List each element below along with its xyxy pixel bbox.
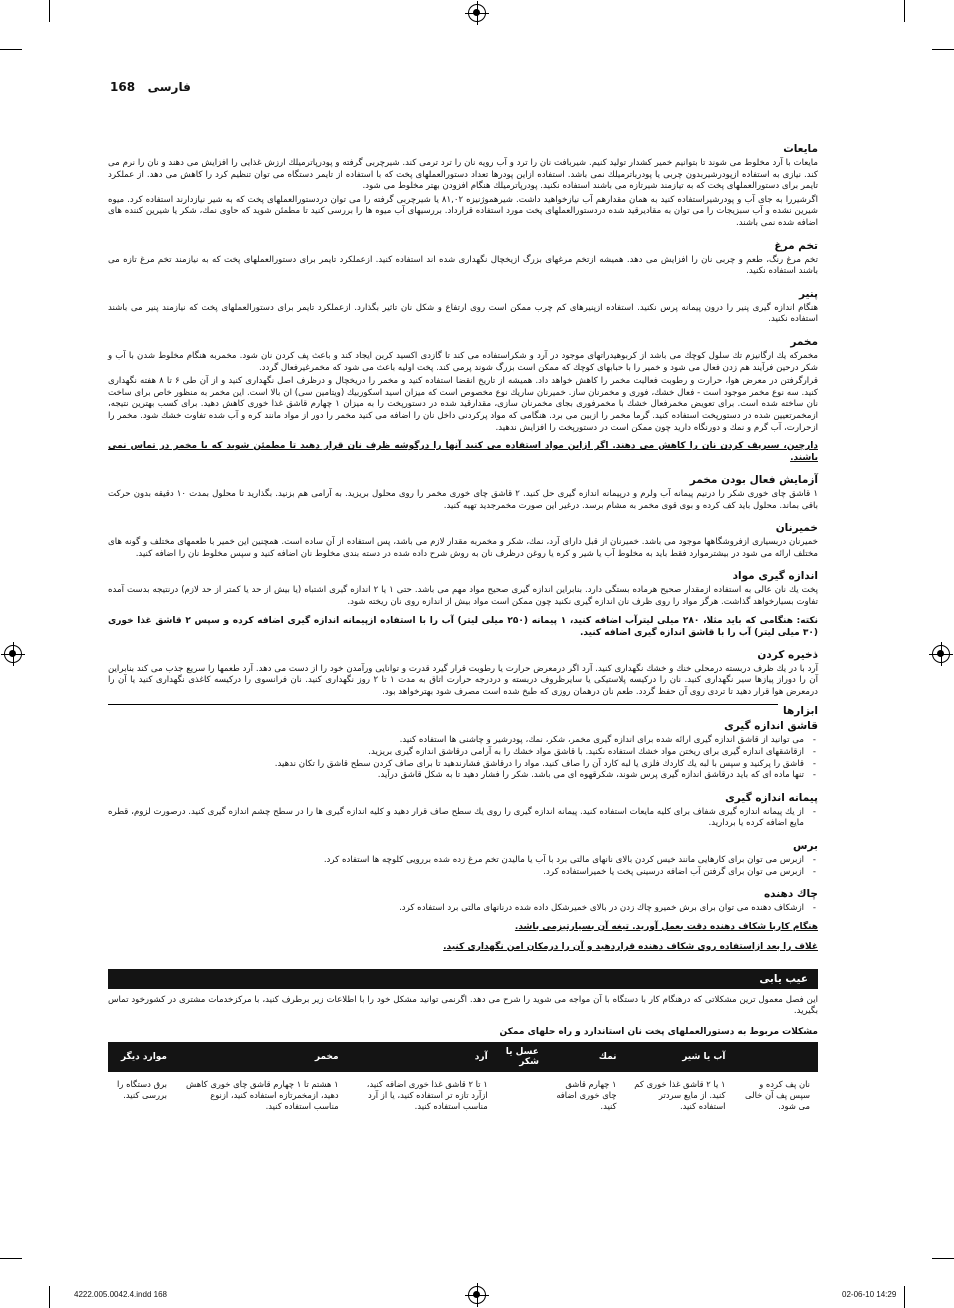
crop-mark: [932, 1258, 954, 1259]
sections-block: [108, 142, 818, 434]
table-body: [108, 1072, 818, 1119]
tool-list-item: - ازشکاف دهنده می توان برای برش خمیرو چاك زدن در بالای خمیرشکل داده شده درنانهای مالتی برد استفاده کرد.: [108, 903, 804, 915]
section-paragraph: مایعات با آرد مخلوط می شوند تا بتوانیم خمیر کشدار تولید کنیم. شیربافت نان را ترد و آب رویه نان را ترد ترمی کند. شیرچربی گرفته و پودرپاترمیلك ارزش غذایی را افزایش می دهند و نان را نرم می کند. نیازی به استفاده ازپودرشیربدون چربی یا پودرباترمیلك نمی باشد. استفاده ازاین پودرها تعداد دستورالعملهای پخت که با استفاده از تایمر دستگاه می توان تنظیم کرد را کاهش می دهد. از عملکرد تایمر برای دستورالعملهای پخت که به تیازمند شیرتازه می باشند استفاده نکنید. پودرپاترمیلك هنگام افزودن بهتر مخلوط می شود.: [108, 158, 818, 192]
section-heading: پنیر: [798, 287, 818, 300]
table-cell: برق دستگاه را بررسی کنید.: [117, 1078, 168, 1100]
crop-mark: [932, 49, 954, 50]
section-paragraph: هنگام اندازه گیری پنیر را درون پیمانه پرس نکنید. استفاده ازپنیرهای کم چرب ممکن است روی ارتفاع و شکل نان تاثیر بگذارد. ازعملکرد تایمر برای دستورالعملهای پخت که نیازمند پنیر می باشند استفاده نکنید.: [108, 302, 818, 325]
section-paragraph: مخمرکه یك ارگانیزم تك سلول کوچك می باشد از کربوهیدراتهای موجود در آرد و شکراستفاده می کند تا گازدی اکسید کربن ایجاد کند و باعث پف کردن نان شود. مخمربه هنگام مخلوط شدن با آب و شکر درحین فرآیند هم زدن فعال می شود و خمیر را با حبابهای کوچك که ممکن است بزرگ شوند پرمی کند. پخت اولیه باعث می شود که مخمرغیرفعال گردد.: [108, 350, 818, 373]
page-number: 168: [110, 80, 136, 94]
tool-list-item: - تنها ماده ای که باید درقاشق اندازه گیری پرس شوند، شکرقهوه ای می باشد. شکر را فشار دهید تا به شکل قاشق درآید.: [108, 770, 804, 782]
measurement-note: نکته: هنگامی که باید مثلا، ۲۸۰ میلی لیترآب اضافه کنید، ۱ پیمانه (۲۵۰ میلی لیتر) آب را با استفاده ازپیمانه اندازه گیری اضافه کرده و سپس ۲ قاشق غذا خوری (۳۰ میلی لیتر) آب را با قاشق اندازه گیری اضافه کنید.: [108, 615, 818, 638]
section-heading: خمیرنان: [775, 522, 818, 535]
footer-file: 4222.005.0042.4.indd 168: [74, 1290, 167, 1299]
table-header-cell: [733, 1042, 818, 1072]
table-row: [108, 1072, 818, 1119]
storage-text: آرد با در یك ظرف دربسته درمحلی خنك و خشك نگهداری کنید. آرد اگر درمعرض حرارت یا رطوبت قرار گیرد قدرت و توانایی ورآمدن خود را از دست می دهد. آرد طعمها را سریع جذب می کند بنابراین آن را دوراز پیازها سیر نگهداری کنید. نان را درکیسه پلاستیکی یا سایرظروف دربسته و دردرجه حرارت اتاق به مدت ۱ تا ۲ روز نگهداری کنید. نان فرانسوی را درکیسه کاغذی نگهداری کنید یا آن را درمعرض هوا قرار دهید تا تردی روی آن حفظ گردد. طعم نان درهمان روزی که طبخ شده است مصرف شود بهترخواهد بود.: [108, 663, 818, 697]
table-header-cell: آرد: [347, 1042, 496, 1072]
tool-heading: قاشق اندازه گیری: [724, 720, 818, 733]
section-heading: تخم مرغ: [774, 239, 818, 252]
table-header-row: [108, 1042, 818, 1072]
section-heading: مخمر: [790, 335, 818, 348]
language-label: فارسی: [147, 80, 191, 94]
section-paragraph: قرارگرفتن در معرض هوا، حرارت و رطوبت فعالیت مخمر را کاهش خواهد داد. همیشه از تاریخ انقضا استفاده کنید و مخمر را دریخچال و درظرف اصل نگهداری کنید و از آن طی ۶ تا ۸ هفته نگهداری کنید. سه نوع مخمر موجود است - فعال خشك، فوری و مخمرنان ساز. خمیرنان ساریك نوع مخصوص است که میزان اسید اسکوربیك (ویتامین سی) ان بالا است. این مخمر به منظور خاص برای ساخت نان ساخته شده است. برای تعویض مخمرفعال خشك با مخمرفوری بجای مخمرنان سازی، مقدارقید شده در دستورپخت را به میزان ۱ چهارم قاشق غذا خوری کاهش دهید. برای کسب بهترین نتیجه، ازمخمرتعیین شده در دستورپخت استفاده کنید. گرما مخمر را ازبین می برد. هنگامی که مواد پرکردنی داخل نان را اضافه می کنید مخمر را دور از مواد مانند کره و آب شده تفاوت خشك شود. مخمر را ازحرارت، آب گرم و نمك و دورنگاه دارید چون ممکن است در دستورپخت را افزایش ندهید.: [108, 376, 818, 433]
tool-heading: چاك دهنده: [763, 888, 818, 901]
tool-list-item: - از یك پیمانه اندازه گیری شفاف برای کلیه مایعات استفاده کنید. پیمانه اندازه گیری را روی یك سطح صاف قرار دهید و کلیه اندازه گیری ها را در سطح چشم اندازه گیری کنید. درصورت لزوم، قطره مایع اضافه کرده یا بردارید.: [108, 807, 804, 830]
table-header-cell: مخمر: [175, 1042, 347, 1072]
tool-list-item: - ازقاشقهای اندازه گیری برای ریختن مواد خشك استفاده نکنید. با قاشق مواد خشك را به آرامی درقاشق اندازه گیری بریزید.: [108, 747, 804, 759]
tool-list-item: - می توانید از قاشق اندازه گیری ارائه شده برای اندازه گیری مخمر، شکر، نمك، پودرشیر و چاشنی ها استفاده کنید.: [108, 735, 804, 747]
table-cell: ۱ چهارم قاشق چای خوری اضافه کنید.: [556, 1078, 617, 1111]
tools-block: [108, 719, 818, 914]
table-header-cell: آب یا شیر: [625, 1042, 734, 1072]
tool-list-item: - ازبرس می توان برای کارهایی مانند خیس کردن بالای نانهای مالتی برد با آب یا مالیدن تخم مرغ زده شده بررویی کلوچه ها استفاده کرد.: [108, 855, 804, 867]
table-title: مشکلات مربوط به دستورالعملهای پخت نان استاندارد و راه حلهای ممکن: [499, 1026, 818, 1037]
table-cell: ۱ یا ۲ قاشق غذا خوری کم کنید. از مایع سردتر استفاده کنید.: [634, 1078, 726, 1111]
section-heading: اندازه گیری مواد: [732, 570, 818, 583]
cinnamon-warning: دارچین، سیرپف کردن نان را کاهش می دهند. اگر ازاین مواد استفاده می کنید آنها را درگوشه ظرف نان قرار دهید تا مطمئن شوید که با مخمر در تماس نمی باشند.: [108, 441, 818, 464]
table-header-cell: موارد دیگر: [108, 1042, 175, 1072]
section-heading: مایعات: [783, 143, 818, 155]
troubleshooting-intro: این فصل معمول ترین مشکلاتی که درهنگام کار با دستگاه با آن مواجه می شوید را شرح می دهد. اگرنمی توانید مشکل خود را با اطلاعات زیر برطرف کنید، با مرکزخدمات مشتری در کشورخود تماس بگیرید.: [108, 994, 818, 1017]
tools-heading: ابزارها: [783, 705, 818, 718]
registration-mark-icon: [468, 1286, 486, 1304]
crop-mark: [49, 1286, 50, 1308]
troubleshooting-table: [108, 1042, 818, 1119]
section-paragraph: خمیرنان دربسیاری ازفروشگاهها موجود می باشد. خمیرنان از قبل دارای آرد، نمك، شکر و مخمربه مقدار لازم می باشد، پس استفاده از آن ساده است. همچنین این خمیر با طعمهای مختلف و گونه های مختلف ارائه می شود در بیشترموارد فقط باید به مخلوط آب یا شیر و کره یا روغن درظرف نان به روش شرح داده شده در دسته بندی مخلوط نان اضافه کنید و سپس مخلوط نان را اضافه کنید.: [108, 537, 818, 559]
registration-mark-icon: [4, 645, 22, 663]
crop-mark: [904, 1286, 905, 1308]
tool-list: [108, 735, 818, 781]
tool-warning-2: غلاف را بعد ازاستفاده روی شکاف دهنده قراردهید و آن را درمکان امن نگهداری کنید.: [443, 941, 818, 952]
section-paragraph: تخم مرغ رنگ، طعم و چربی نان را افزایش می دهد. همیشه ازتخم مرغهای بزرگ ازیخچال نگهداری شده اند استفاده کنید. ازعملکرد تایمر برای دستورالعملهای پخت که به نیازمند تخم مرغ تازه می باشند استفاده نکنید.: [108, 254, 818, 277]
tool-list: [108, 903, 818, 915]
table-cell: نان پف کرده و سپس پف آن خالی می شود.: [745, 1078, 810, 1111]
table-cell: ۱ تا ۲ قاشق غذا خوری اضافه کنید، ازآرد تازه تر استفاده کنید، یا از آرد مناسب استفاده کنید.: [366, 1078, 488, 1111]
crop-mark: [0, 1258, 22, 1259]
tool-heading: پیمانه اندازه گیری: [725, 791, 818, 804]
page-header: [110, 80, 191, 94]
storage-heading: ذخیره کردن: [757, 648, 818, 661]
tool-warning-1: هنگام کاربا شکاف دهنده دقت بعمل آورید. تیغه آن بسیارتیزمی باشد.: [514, 921, 818, 932]
tool-list: [108, 807, 818, 830]
table-cell: [496, 1072, 547, 1119]
table-header-cell: عسل یا شکر: [496, 1042, 547, 1072]
crop-mark: [49, 0, 50, 22]
tool-heading: برس: [793, 840, 818, 852]
tool-list-item: - ازبرس می توان برای گرفتن آب اضافه درسینی پخت یا خمیراستفاده کرد.: [108, 867, 804, 879]
section-paragraph: اگرشیررا به جای آب و پودرشیراستفاده کنید به همان مقدارهم آب نیازخواهید داشت. شیرهموژنیزه ۸۱,۰۲ یا شیرچربی گرفته را می توان دردستورالعملهای پخت که به شیر نیازدارند استفاده کرد. میوه شیرین نشده و آب سبزیجات را می توان به مقادیرقید شده دردستورالعملهای پخت مورد استفاده قرارداد. بررسیهای آب میوه ها را بررسی کنید تا مطمئن شوید که حاوی نمك، شکر یا شیرین کننده های اضافه شده نمی باشند.: [108, 194, 818, 228]
table-header-cell: نمك: [547, 1042, 625, 1072]
tool-list-item: - قاشق را پرکنید و سپس با لبه یك کاردك فلزی یا لبه کارد آن را صاف کنید. مواد را درقاشق فشارندهید تا برای صاف کردن سطح قاشق را تکان ندهید.: [108, 759, 804, 771]
registration-mark-icon: [932, 645, 950, 663]
footer-date: 02-06-10 14:29: [842, 1290, 897, 1299]
section-paragraph: ۱ قاشق چای خوری شکر را درنیم پیمانه آب ولرم و درپیمانه اندازه گیری حل کنید. ۲ قاشق چای خوری مخمر را روی محلول بریزید. به آرامی هم بزنید. بگذارید تا محلول بمدت ۱۰ دقیقه بدون حرکت باقی بماند. محلول باید کف کرده و بوی قوی مخمر به مشام برسد. درغیر این صورت مخمرجدید تهیه کنید.: [108, 489, 818, 511]
section-paragraph: پخت یك نان عالی به استفاده ازمقدار صحیح هرماده بستگی دارد. بنابراین اندازه گیری صحیح مواد مهم می باشد. حتی ۱ یا ۲ اندازه گیری اشتباه (یا بیش از حد یا کمتر از حد لازم) درنتیجه بدست آمده تفاوت بسیارخواهد گذاشت. هرگز مواد را روی ظرف نان اندازه گیری نکنید چون ممکن است مواد بیش از اندازه روی نان ریخته شود.: [108, 585, 819, 608]
content-column: [108, 133, 818, 1119]
sections-block-2: [108, 473, 818, 609]
table-cell: ۱ هشتم تا ۱ چهارم قاشق چای خوری کاهش دهید، ازمخمرتازه استفاده کنید، ازنوع مناسب استفاده کنید.: [186, 1078, 339, 1111]
registration-mark-icon: [468, 4, 486, 22]
crop-mark: [904, 0, 905, 22]
divider: [108, 704, 778, 705]
crop-mark: [0, 49, 22, 50]
troubleshooting-heading: عیب یابی: [108, 969, 818, 989]
tool-list: [108, 855, 818, 878]
section-heading: آزمایش فعال بودن مخمر: [689, 474, 818, 487]
